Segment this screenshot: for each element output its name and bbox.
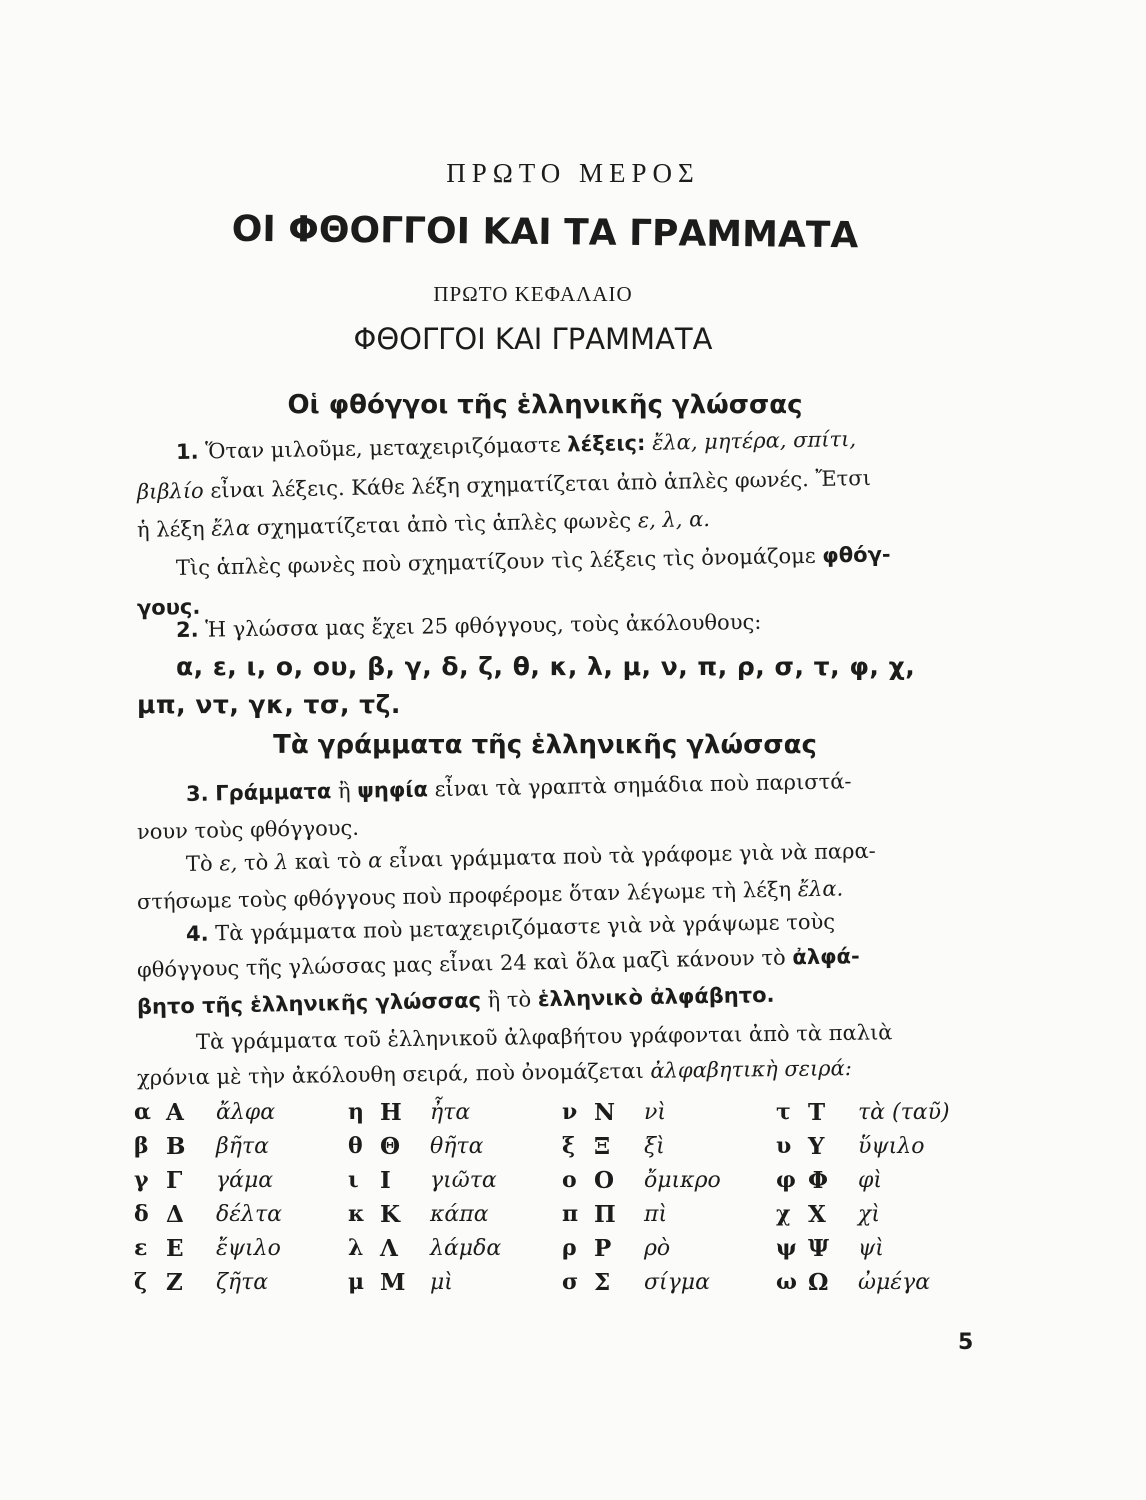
paragraph-1-line-3	[137, 507, 710, 542]
paragraph-number: 2.	[175, 617, 199, 642]
text-run: Τὶς ἁπλὲς φωνὲς ποὺ σχηματίζουν τὶς λέξεις τὶς ὀνομάζομε	[175, 543, 816, 580]
italic-example: βιβλίο	[136, 478, 204, 504]
paragraph-number: 3.	[185, 781, 209, 806]
alphabet-row	[134, 1163, 980, 1197]
italic-example: ἔλα	[211, 515, 251, 541]
letter-name: κάπα	[430, 1201, 489, 1227]
text-run: εἶναι τὰ γραπτὰ σημάδια ποὺ παριστά-	[434, 769, 852, 802]
letter-name: ρὸ	[644, 1235, 671, 1261]
letter-small: κ	[348, 1201, 365, 1227]
letter-name: νὶ	[644, 1099, 666, 1125]
text-run: Τὰ γράμματα ποὺ μεταχειριζόμαστε γιὰ νὰ γράψωμε τοὺς	[215, 909, 836, 946]
letter-small: υ	[776, 1133, 792, 1159]
letter-capital: Τ	[808, 1098, 826, 1126]
bold-term: λέξεις:	[567, 430, 646, 457]
text-run: στήσωμε τοὺς φθόγγους ποὺ προφέρομε ὅταν λέγωμε τὴ λέξη	[136, 877, 792, 914]
letter-capital: Σ	[594, 1268, 611, 1296]
letter-name: θῆτα	[430, 1133, 484, 1159]
letter-name: ἄλφα	[216, 1099, 276, 1125]
alphabet-row	[134, 1129, 980, 1163]
letter-small: μ	[348, 1269, 365, 1295]
letter-capital: Υ	[808, 1132, 825, 1160]
bold-term: ἑλληνικὸ ἀλφάβητο.	[537, 982, 775, 1012]
text-run: χρόνια μὲ τὴν ἀκόλουθη σειρά, ποὺ ὀνομάζεται	[136, 1058, 644, 1090]
paragraph-1-line-4	[176, 542, 891, 580]
text-run: τὸ	[243, 850, 269, 875]
letter-name: ψὶ	[858, 1235, 884, 1261]
letter-name: χὶ	[858, 1201, 880, 1227]
letter-capital: Π	[594, 1200, 616, 1228]
bold-term: βητο τῆς ἑλληνικῆς γλώσσας	[136, 988, 482, 1019]
letter-capital: Θ	[380, 1132, 401, 1160]
letter-small: ν	[562, 1099, 578, 1125]
letter-name: ὕψιλο	[858, 1133, 925, 1159]
letter-small: ω	[776, 1269, 797, 1295]
letter-name: πὶ	[644, 1201, 668, 1227]
letter-small: α	[134, 1099, 151, 1125]
letter-small: ξ	[562, 1133, 576, 1159]
letter-small: δ	[134, 1201, 149, 1227]
paragraph-5-line-1: Τὰ γράμματα τοῦ ἑλληνικοῦ ἀλφαβήτου γράφονται ἀπὸ τὰ παλιὰ	[195, 1020, 893, 1054]
text-run: ἡ λέξη	[136, 516, 205, 542]
greek-alphabet-table	[134, 1095, 980, 1299]
letter-capital: Λ	[380, 1234, 398, 1262]
letter-small: β	[134, 1133, 149, 1159]
letter-name: ὠμέγα	[858, 1269, 931, 1295]
letter-small: θ	[348, 1133, 363, 1159]
letter-capital: Κ	[380, 1200, 400, 1228]
letter-small: τ	[776, 1099, 791, 1125]
letter-small: ο	[562, 1167, 577, 1193]
letter-capital: Ξ	[594, 1132, 611, 1160]
sounds-list-line-1: α, ε, ι, ο, ου, β, γ, δ, ζ, θ, κ, λ, μ, ν, π, ρ, σ, τ, φ, χ,	[176, 652, 916, 681]
paragraph-1-line-2	[137, 466, 871, 504]
letter-name: γιῶτα	[430, 1167, 497, 1193]
letter-small: χ	[776, 1201, 791, 1227]
paragraph-1-line-5	[137, 595, 201, 620]
letter-capital: Ψ	[808, 1234, 830, 1262]
letter-name: μὶ	[430, 1269, 453, 1295]
text-run: εἶναι λέξεις. Κάθε λέξη σχηματίζεται ἀπὸ ἁπλὲς φωνές. Ἔτσι	[210, 465, 872, 503]
alphabet-rows	[134, 1095, 980, 1299]
italic-example: α	[367, 848, 383, 873]
letter-small: ι	[348, 1167, 359, 1193]
letter-capital: Β	[166, 1132, 186, 1160]
letter-small: ρ	[562, 1235, 577, 1261]
alphabet-row	[134, 1197, 980, 1231]
letter-capital: Ω	[808, 1268, 829, 1296]
letter-small: λ	[348, 1235, 364, 1261]
text-run: σχηματίζεται ἀπὸ τὶς ἁπλὲς φωνὲς	[256, 508, 632, 540]
bold-term: φθόγ-	[822, 542, 891, 568]
section-title-sounds: Οἱ φθόγγοι τῆς ἑλληνικῆς γλώσσας	[287, 390, 803, 420]
letter-capital: Ν	[594, 1098, 616, 1126]
chapter-title: ΦΘΟΓΓΟΙ ΚΑΙ ΓΡΑΜΜΑΤΑ	[353, 322, 713, 356]
letter-name: λάμδα	[430, 1235, 502, 1261]
part-label: ΠΡΩΤΟ ΜΕΡΟΣ	[446, 158, 700, 188]
text-run: Ἡ γλώσσα μας ἔχει 25 φθόγγους, τοὺς ἀκόλουθους:	[205, 609, 762, 642]
letter-small: ζ	[134, 1269, 148, 1295]
text-run: ἢ	[337, 778, 351, 804]
letter-name: ὄμικρο	[644, 1167, 721, 1193]
letter-small: ψ	[776, 1235, 797, 1261]
paragraph-4-line-1	[186, 910, 835, 946]
italic-example: ε, λ, α.	[637, 507, 711, 533]
alphabet-row	[134, 1231, 980, 1265]
letter-name: δέλτα	[216, 1201, 283, 1227]
letter-small: φ	[776, 1167, 796, 1193]
sounds-list-line-2: μπ, ντ, γκ, τσ, τζ.	[137, 690, 401, 719]
letter-small: γ	[134, 1167, 149, 1193]
page-number: 5	[958, 1330, 974, 1355]
letter-name: σίγμα	[644, 1269, 710, 1295]
text-run: καὶ τὸ	[294, 848, 362, 874]
letter-capital: Ο	[594, 1166, 615, 1194]
paragraph-1-line-1	[176, 427, 857, 464]
italic-example: ε,	[219, 851, 238, 876]
paragraph-3-line-2: νουν τοὺς φθόγγους.	[136, 815, 360, 844]
alphabet-row	[134, 1265, 980, 1299]
letter-capital: Φ	[808, 1166, 829, 1194]
paragraph-4-line-2	[137, 944, 860, 982]
letter-capital: Ι	[380, 1166, 391, 1194]
italic-term: ἀλφαβητικὴ σειρά:	[650, 1056, 852, 1083]
letter-name: ξὶ	[644, 1133, 665, 1159]
paragraph-3-line-4	[137, 876, 844, 914]
letter-capital: Μ	[380, 1268, 406, 1296]
letter-name: βῆτα	[216, 1133, 269, 1159]
letter-small: π	[562, 1201, 579, 1227]
paragraph-4-line-3	[137, 983, 775, 1019]
italic-example: λ	[274, 850, 289, 875]
bold-term: Γράμματα	[215, 779, 332, 806]
alphabet-row	[134, 1095, 980, 1129]
paragraph-number: 1.	[175, 439, 199, 464]
letter-name: ζῆτα	[216, 1269, 269, 1295]
bold-term: ψηφία	[357, 777, 429, 803]
letter-capital: Α	[166, 1098, 184, 1126]
part-title: ΟΙ ΦΘΟΓΓΟΙ ΚΑΙ ΤΑ ΓΡΑΜΜΑΤΑ	[231, 208, 859, 257]
letter-name: ἦτα	[430, 1099, 471, 1125]
letter-name: φὶ	[858, 1167, 883, 1193]
paragraph-3-line-3	[186, 839, 876, 876]
italic-example: ἔλα, μητέρα, σπίτι,	[651, 426, 857, 455]
letter-name: τὰ (ταῦ)	[858, 1099, 950, 1125]
paragraph-5-line-2	[137, 1056, 852, 1090]
text-run: ἢ τὸ	[487, 987, 532, 1013]
text-run: φθόγγους τῆς γλώσσας μας εἶναι 24 καὶ ὅλα μαζὶ κάνουν τὸ	[136, 945, 786, 982]
letter-small: σ	[562, 1269, 579, 1295]
letter-small: η	[348, 1099, 364, 1125]
paragraph-number: 4.	[185, 921, 209, 946]
text-run: Ὅταν μιλοῦμε, μεταχειριζόμαστε	[205, 432, 561, 464]
letter-capital: Ζ	[166, 1268, 183, 1296]
text-run: Τὸ	[185, 851, 213, 876]
bold-term: ἀλφά-	[792, 944, 860, 970]
section-title-letters: Τὰ γράμματα τῆς ἑλληνικῆς γλώσσας	[273, 730, 817, 760]
italic-example: ἔλα.	[797, 876, 844, 902]
letter-capital: Ρ	[594, 1234, 612, 1262]
chapter-label: ΠΡΩΤΟ ΚΕΦΑΛΑΙΟ	[433, 282, 633, 306]
letter-small: ε	[134, 1235, 148, 1261]
letter-capital: Χ	[808, 1200, 826, 1228]
text-run: εἶναι γράμματα ποὺ τὰ γράφομε γιὰ νὰ παρα-	[388, 838, 876, 873]
letter-capital: Γ	[166, 1166, 183, 1194]
letter-capital: Δ	[166, 1200, 184, 1228]
paragraph-2-line-1	[176, 610, 762, 642]
letter-name: ἔψιλο	[216, 1235, 281, 1261]
bold-term: γους.	[136, 594, 201, 620]
letter-capital: Ε	[166, 1234, 184, 1262]
paragraph-3-line-1	[186, 769, 852, 806]
letter-capital: Η	[380, 1098, 402, 1126]
letter-name: γάμα	[216, 1167, 274, 1193]
